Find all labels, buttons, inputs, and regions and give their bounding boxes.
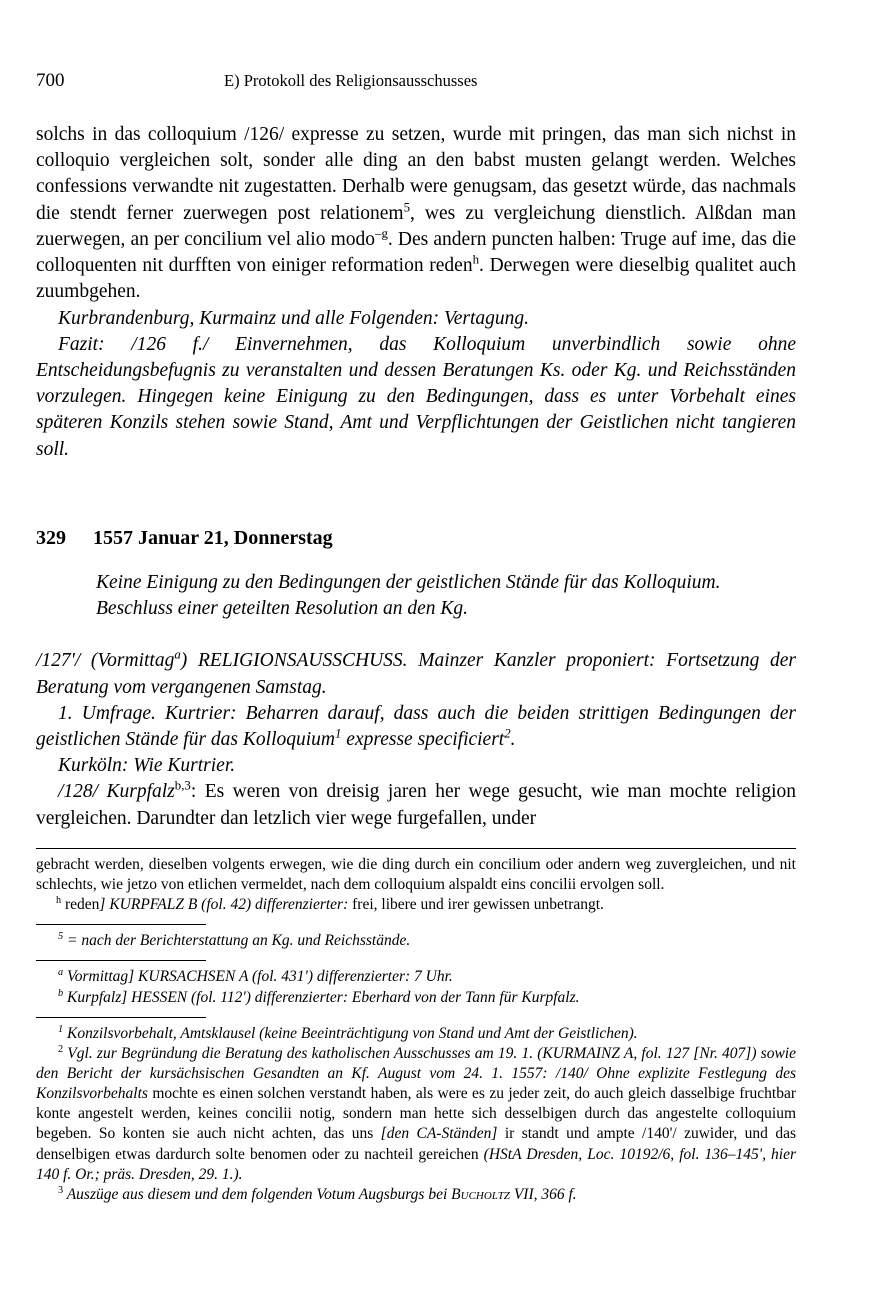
para7-text-b: : Es weren von dreisig jaren her wege gesucht, wie man mochte religion vergleichen. Darundter dan letzlich vier wege furgefallen, under — [36, 781, 796, 829]
paragraph-6: Kurköln: Wie Kurtrier. — [58, 755, 236, 777]
note-h-marker: h — [56, 894, 62, 906]
note-h-rest: frei, libere und irer gewissen unbetrangt. — [348, 896, 604, 914]
para1-text-a: solchs in das colloquium /126/ expresse zu setzen, wurde mit pringen, das man sich nichst in colloquio vergleichen solt, sonder alle ding an den babst musten gelangt werden. Welches confessions verwandte nit zugestatten. Derhalb were genugsam, das gesetzt würde, das nachmals die stendt ferner zuerwegen post relationem — [36, 124, 796, 224]
footnote-ref-a[interactable]: a — [174, 647, 181, 662]
para4-text-b: ) RELIGIONSAUSSCHUSS. Mainzer Kanzler proponiert: Fortsetzung der Beratung vom vergangenen Samstag. — [36, 650, 796, 698]
note-1-text: Konzilsvorbehalt, Amtsklausel (keine Beeinträchtigung von Stand und Amt der Geistlichen). — [63, 1024, 638, 1042]
variant-text: gebracht werden, dieselben volgents erwegen, wie die ding durch ein concilium oder andern weg zuvergleichen, und nit schlechts, wie jetzo von etlichen vermeldet, nach dem colloquium alspaldt eins concilii ervolgen soll. — [36, 855, 796, 893]
note-3-author: Bucholtz — [451, 1185, 510, 1203]
note-3-text-b: VII, 366 f. — [509, 1185, 577, 1203]
para5-text-c: . — [510, 728, 516, 750]
note-b-text: Kurpfalz] HESSEN (fol. 112') differenzierter: Eberhard von der Tann für Kurpfalz. — [63, 988, 580, 1006]
apparatus-rule-2 — [36, 924, 206, 925]
regest-line-1: Keine Einigung zu den Bedingungen der geistlichen Stände für das Kolloquium. — [96, 571, 721, 593]
note-2 — [36, 1044, 796, 1185]
note-a — [36, 967, 796, 987]
note-h — [36, 895, 796, 915]
note-3-marker: 3 — [58, 1184, 64, 1196]
note-5 — [36, 931, 796, 951]
note-5-text: = nach der Berichterstattung an Kg. und Reichsstände. — [63, 932, 411, 950]
paragraph-1 — [36, 122, 796, 306]
note-1-marker: 1 — [58, 1023, 64, 1035]
note-1 — [36, 1024, 796, 1044]
note-5-marker: 5 — [58, 931, 64, 943]
regest-line-2: Beschluss einer geteilten Resolution an den Kg. — [96, 598, 469, 620]
note-3-text-a: Auszüge aus diesem und dem folgenden Votum Augsburgs bei — [63, 1185, 452, 1203]
regest — [96, 570, 796, 622]
paragraph-2: Kurbrandenburg, Kurmainz und alle Folgenden: Vertagung. — [58, 307, 530, 329]
note-block-numbers — [36, 1024, 796, 1205]
running-head — [36, 70, 796, 92]
paragraph-4 — [36, 648, 796, 700]
para1-text-d: . Derwegen were dieselbig qualitet auch zuumbgehen. — [36, 255, 796, 303]
section-title: 1557 Januar 21, Donnerstag — [93, 526, 333, 549]
para5-text-b: expresse specificiert — [341, 728, 505, 750]
footnote-ref-1[interactable]: 1 — [334, 726, 342, 741]
note-2-marker: 2 — [58, 1043, 64, 1055]
note-2-text-a: Vgl. zur Begründung die Beratung des katholischen Ausschusses am 19. 1. (KURMAINZ A, fol. 127 [Nr. 407]) sowie den Bericht der kursächsischen Gesandten an Kf. August vom 24. 1. 1557: /140/ Ohne explizite Festlegung des Konzilsvorbehalts — [36, 1044, 796, 1103]
running-head-title: E) Protokoll des Religionsausschusses — [224, 71, 478, 90]
footnote-ref-g[interactable]: –g — [375, 226, 388, 241]
note-b-marker: b — [58, 987, 64, 999]
paragraph-7 — [36, 779, 796, 831]
spacer — [36, 463, 796, 489]
footnote-ref-2[interactable]: 2 — [504, 726, 511, 741]
variant-block — [36, 855, 796, 915]
section-heading — [36, 527, 796, 550]
note-b — [36, 988, 796, 1008]
note-3 — [36, 1185, 796, 1205]
paragraph-5 — [36, 701, 796, 753]
footnote-ref-b3[interactable]: b,3 — [174, 778, 191, 793]
para5-text-a: 1. Umfrage. Kurtrier: Beharren darauf, dass auch die beiden strittigen Bedingungen der geistlichen Stände für das Kolloquium — [36, 702, 796, 750]
apparatus-rule-1 — [36, 848, 796, 849]
page-content — [36, 70, 796, 1205]
note-2-italic-1: [den CA-Ständen] — [380, 1125, 498, 1143]
note-2-roman-1: mochte es einen solchen verstandt haben, als were es zu jeder zeit, do auch gleich dasselbige fruchtbar konte angestelt werden, keines concilii notig, sondern man hette sich desselbigen durch das angestelte colloquium begeben. So konten sie auch nicht achten, das uns — [36, 1085, 796, 1143]
apparatus-rule-4 — [36, 1017, 206, 1018]
note-2-italic-2: (HStA Dresden, Loc. 10192/6, fol. 136–145', hier 140 f. Or.; präs. Dresden, 29. 1.). — [36, 1145, 797, 1183]
apparatus — [36, 848, 796, 1205]
footnote-ref-5[interactable]: 5 — [403, 200, 410, 215]
note-block-letters — [36, 967, 796, 1007]
section-number: 329 — [36, 526, 66, 549]
note-2-roman-2: ir standt und ampte /140'/ zuwider, und das denselbigen etwas dardurch solte benomen oder zu nachteil gereichen — [36, 1125, 796, 1163]
page-number: 700 — [36, 70, 65, 91]
spacer-2 — [36, 622, 796, 648]
note-h-italic: ] KURPFALZ B (fol. 42) differenzierter: — [99, 896, 349, 914]
footnote-ref-h[interactable]: h — [472, 252, 480, 267]
note-a-text: Vormittag] KURSACHSEN A (fol. 431') differenzierter: 7 Uhr. — [63, 968, 453, 986]
para7-text-a: /128/ Kurpfalz — [58, 781, 175, 803]
note-a-marker: a — [58, 967, 64, 979]
note-block-5 — [36, 931, 796, 951]
para4-text-a: /127'/ (Vormittag — [36, 650, 175, 672]
paragraph-3-fazit: Fazit: /126 f./ Einvernehmen, das Kolloquium unverbindlich sowie ohne Entscheidungsbefugnis zu veranstalten und dessen Beratungen Ks. oder Kg. und Reichsständen vorzulegen. Hingegen keine Einigung zu den Bedingungen, dass es unter Vorbehalt eines späteren Konzils stehen sowie Stand, Amt und Verpflichtungen der Geistlichen nicht tangieren soll. — [36, 333, 796, 460]
apparatus-rule-3 — [36, 960, 206, 961]
note-h-lemma: reden — [61, 896, 100, 914]
para1-text-b: , wes zu vergleichung dienstlich. Alßdan man zuerwegen, an per concilium vel alio modo — [36, 202, 796, 250]
para1-text-c: . Des andern puncten halben: Truge auf ime, das die colloquenten nit durfften von einiger reformation reden — [36, 228, 796, 277]
